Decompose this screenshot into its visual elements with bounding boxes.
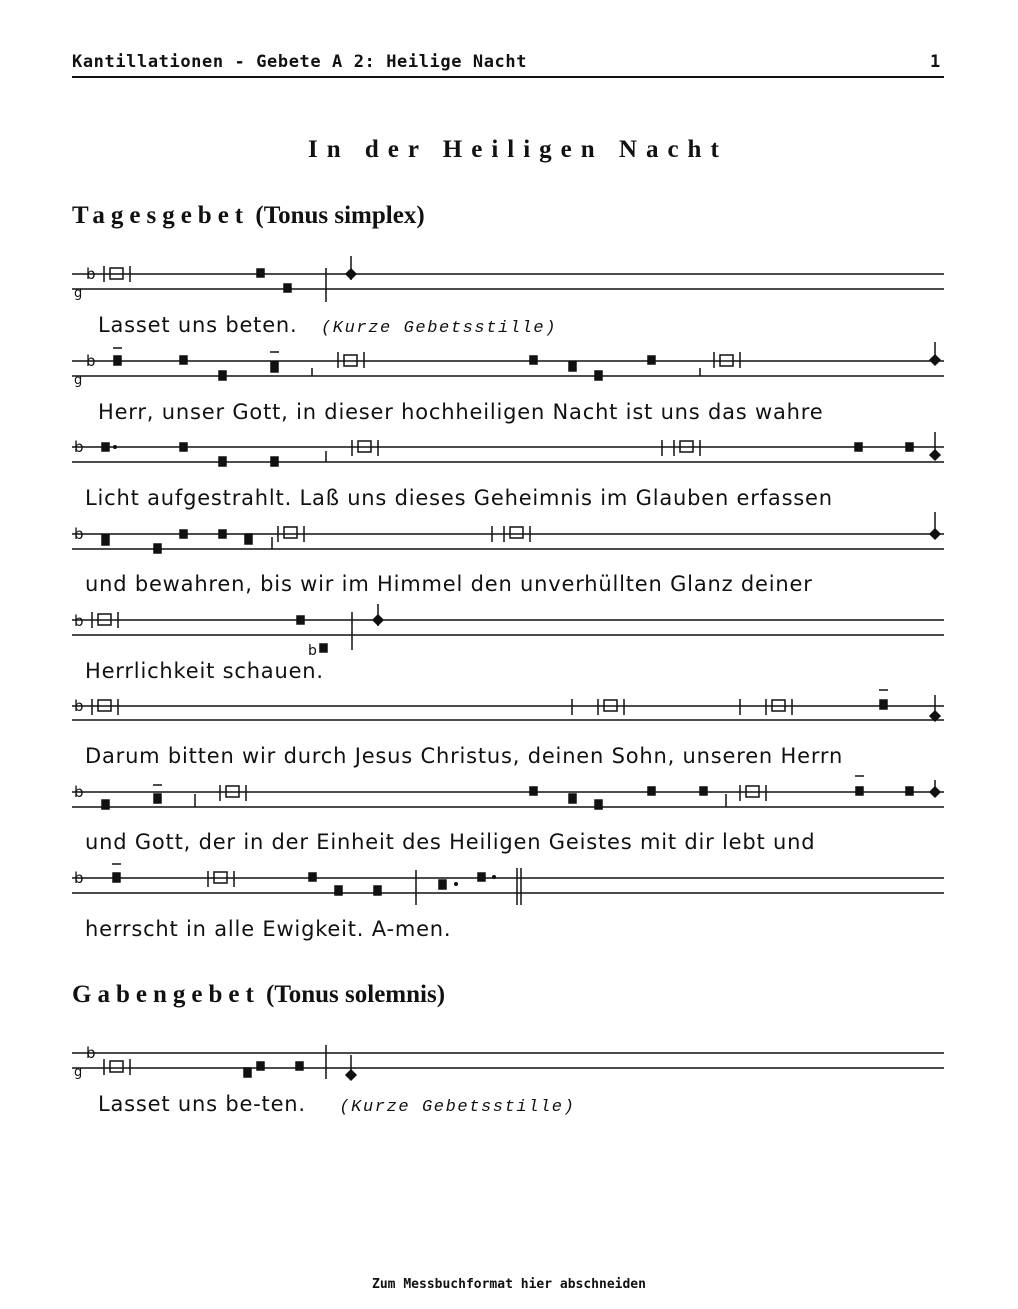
flat-sign: b [74,525,84,543]
staff-6 [72,690,944,721]
staff-8 [72,864,944,905]
flat-sign: b [86,265,96,283]
cut-line-note: Zum Messbuchformat hier abschneiden [372,1277,646,1292]
section-heading-word: Tagesgebet [72,202,250,229]
flat-note-label: b [308,643,317,659]
flat-sign: b [74,783,84,801]
lyric-text: Lasset uns beten. [98,313,298,337]
clef-letter: g [74,286,83,301]
lyric-line: und Gott, der in der Einheit des Heiligen Geistes mit dir lebt und [85,830,816,854]
lyric-line: herrscht in alle Ewigkeit. A-men. [85,917,452,941]
section-heading-tone: (Tonus simplex) [255,202,425,229]
flat-sign: b [74,869,84,887]
lyric-line: Herrlichkeit schauen. [85,659,324,683]
flat-sign: b [74,612,84,630]
page-title: In der Heiligen Nacht [308,136,728,163]
lyric-line: Licht aufgestrahlt. Laß uns dieses Geheimnis im Glauben erfassen [85,486,833,510]
lyric-text: Lasset uns be-ten. [98,1092,306,1116]
flat-sign: b [74,697,84,715]
staff-9 [72,1044,944,1080]
section-heading-gabengebet [72,981,445,1009]
lyric-line [98,1092,575,1117]
section-heading-word: Gabengebet [72,981,260,1008]
aside-note: (Kurze Gebetsstille) [321,319,558,338]
aside-note: (Kurze Gebetsstille) [339,1098,576,1117]
clef-letter: g [74,373,83,388]
clef-letter: g [74,1065,83,1080]
flat-sign: b [86,352,96,370]
staff-1 [72,256,944,302]
staff-3 [72,432,944,466]
staff-4 [72,512,944,553]
staff-7 [72,776,944,809]
section-heading-tone: (Tonus solemnis) [266,981,446,1008]
lyric-line: Herr, unser Gott, in dieser hochheiligen Nacht ist uns das wahre [98,400,824,424]
staff-2 [72,342,944,388]
lyric-line: und bewahren, bis wir im Himmel den unverhüllten Glanz deiner [85,572,813,596]
running-header: Kantillationen - Gebete A 2: Heilige Nacht [72,52,528,72]
page-number: 1 [930,52,941,72]
staff-5 [72,604,944,659]
flat-sign: b [86,1044,96,1062]
lyric-line [98,313,557,338]
flat-sign: b [74,438,84,456]
lyric-line: Darum bitten wir durch Jesus Christus, deinen Sohn, unseren Herrn [85,744,844,768]
